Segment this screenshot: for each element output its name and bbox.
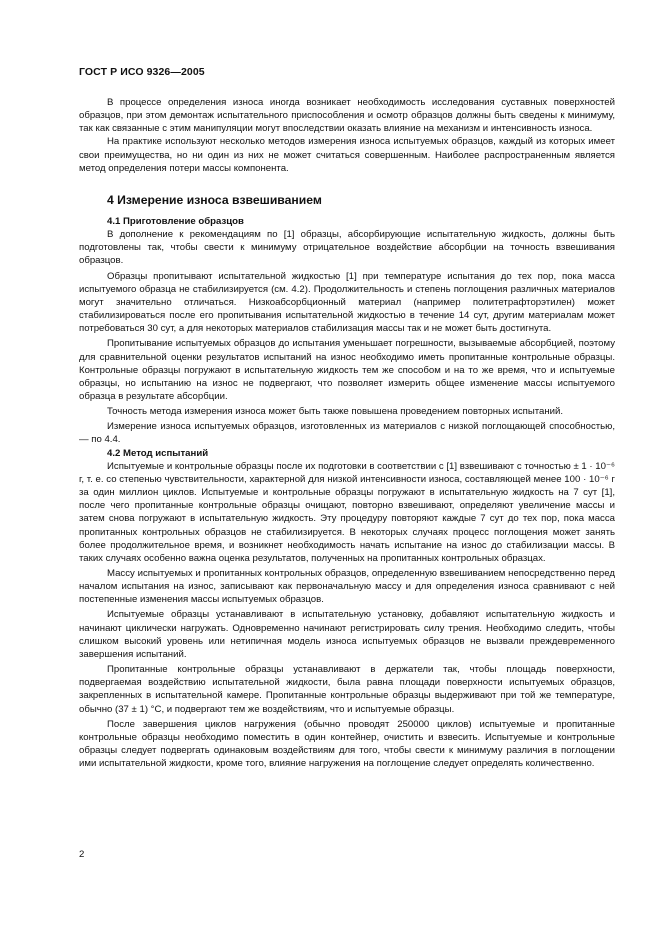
document-header: ГОСТ Р ИСО 9326—2005 [79, 66, 205, 78]
paragraph: После завершения циклов нагружения (обычно проводят 250000 циклов) испытуемые и пропитанные контрольные образцы необходимо поместить в один контейнер, очистить и взвесить. Испытуемые и контрольные образцы следует подвергать одинаковым воздействиям для того, чтобы свести к минимуму различия в поглощении ими испытательной жидкости, кроме того, влияние нагружения на поглощение следует определять количественно. [79, 718, 615, 770]
subsection-heading: 4.1 Приготовление образцов [107, 215, 244, 227]
section-heading: 4 Измерение износа взвешиванием [107, 192, 322, 207]
paragraph: На практике используют несколько методов измерения износа испытуемых образцов, каждый из которых имеет свои преимущества, но ни один из них не может считаться совершенным. Наиболее распространенным является метод определения потери массы компонента. [79, 136, 615, 174]
paragraph: В дополнение к рекомендациям по [1] образцы, абсорбирующие испытательную жидкость, должны быть подготовлены так, чтобы свести к минимуму отрицательное воздействие абсорбции на точность взвешивания образцов. [79, 229, 615, 267]
paragraph: Пропитанные контрольные образцы устанавливают в держатели так, чтобы площадь поверхности, подвергаемая воздействию испытательной жидкости, была равна площади поверхности испытуемых образцов, закрепленных в испытательной камере. Пропитанные контрольные образцы выдерживают при той же температуре, обычно (37 ± 1) °С, и подвергают тем же воздействиям, что и испытуемые образцы. [79, 664, 615, 715]
subsection-heading: 4.2 Метод испытаний [107, 447, 209, 459]
paragraph: Испытуемые образцы устанавливают в испытательную установку, добавляют испытательную жидкость и начинают циклически нагружать. Одновременно начинают регистрировать силу трения. Необходимо следить, чтобы слишком высокий уровень или нетипичная модель износа испытуемых образцов не вызвали преждевременного завершения испытаний. [79, 609, 615, 660]
paragraph: Точность метода измерения износа может быть также повышена проведением повторных испытаний. [107, 406, 564, 418]
paragraph: Пропитывание испытуемых образцов до испытания уменьшает погрешности, вызываемые абсорбцией, поэтому для сравнительной оценки результатов испытаний на износ необходимо иметь пропитанные контрольные образцы. Контрольные образцы погружают в испытательную жидкость тем же способом и на то же время, что и испытуемые образцы, но испытанию на износ не подвергают, что позволяет измерить общее изменение массы испытуемого образца в результате абсорбции. [79, 338, 615, 402]
document-body [79, 96, 615, 770]
paragraph: Измерение износа испытуемых образцов, изготовленных из материалов с низкой поглощающей способностью, — по 4.4. [79, 421, 615, 446]
paragraph: Массу испытуемых и пропитанных контрольных образцов, определенную взвешиванием непосредственно перед началом испытания на износ, записывают как первоначальную массу и для определения износа сравнивают с ней постепенные изменения массы испытуемых образцов. [79, 568, 615, 606]
paragraph: Образцы пропитывают испытательной жидкостью [1] при температуре испытания до тех пор, пока масса испытуемого образца не стабилизируется (см. 4.2). Продолжительность и степень поглощения различных материалов могут значительно отличаться. Низкоабсорбционный материал (например политетрафторэтилен) может стабилизироваться после его пропитывания испытательной жидкостью в течение 14 сут, другим материалам может потребоваться 30 сут, а для некоторых материалов стабилизация массы так и не может быть достигнута. [79, 270, 615, 335]
paragraph: В процессе определения износа иногда возникает необходимость исследования суставных поверхностей образцов, при этом демонтаж испытательного приспособления и осмотр образцов должны быть сведены к минимуму, так как связанные с этим манипуляции могут впоследствии оказать влияние на механизм и интенсивность износа. [79, 97, 615, 135]
page-number: 2 [79, 849, 85, 860]
paragraph: Испытуемые и контрольные образцы после их подготовки в соответствии с [1] взвешивают с точностью ± 1 · 10⁻⁶ г, т. е. со степенью чувствительности, характерной для низкой интенсивности износа, составляющей менее 100 · 10⁻⁶ г за один миллион циклов. Испытуемые и контрольные образцы погружают в испытательную жидкость на 7 сут [1], после чего пропитанные контрольные образцы очищают, повторно взвешивают, определяют увеличение массы и затем снова погружают в испытательную жидкость. Эту процедуру повторяют каждые 7 сут до тех пор, пока масса пропитанных контрольных образцов не стабилизируется. В некоторых случаях процесс поглощения может занять более продолжительное время, и возникнет необходимость начать испытание на износ до стабилизации массы. В таких случаях особенно важна оценка результатов, полученных на пропитанных контрольных образцах. [79, 460, 615, 564]
